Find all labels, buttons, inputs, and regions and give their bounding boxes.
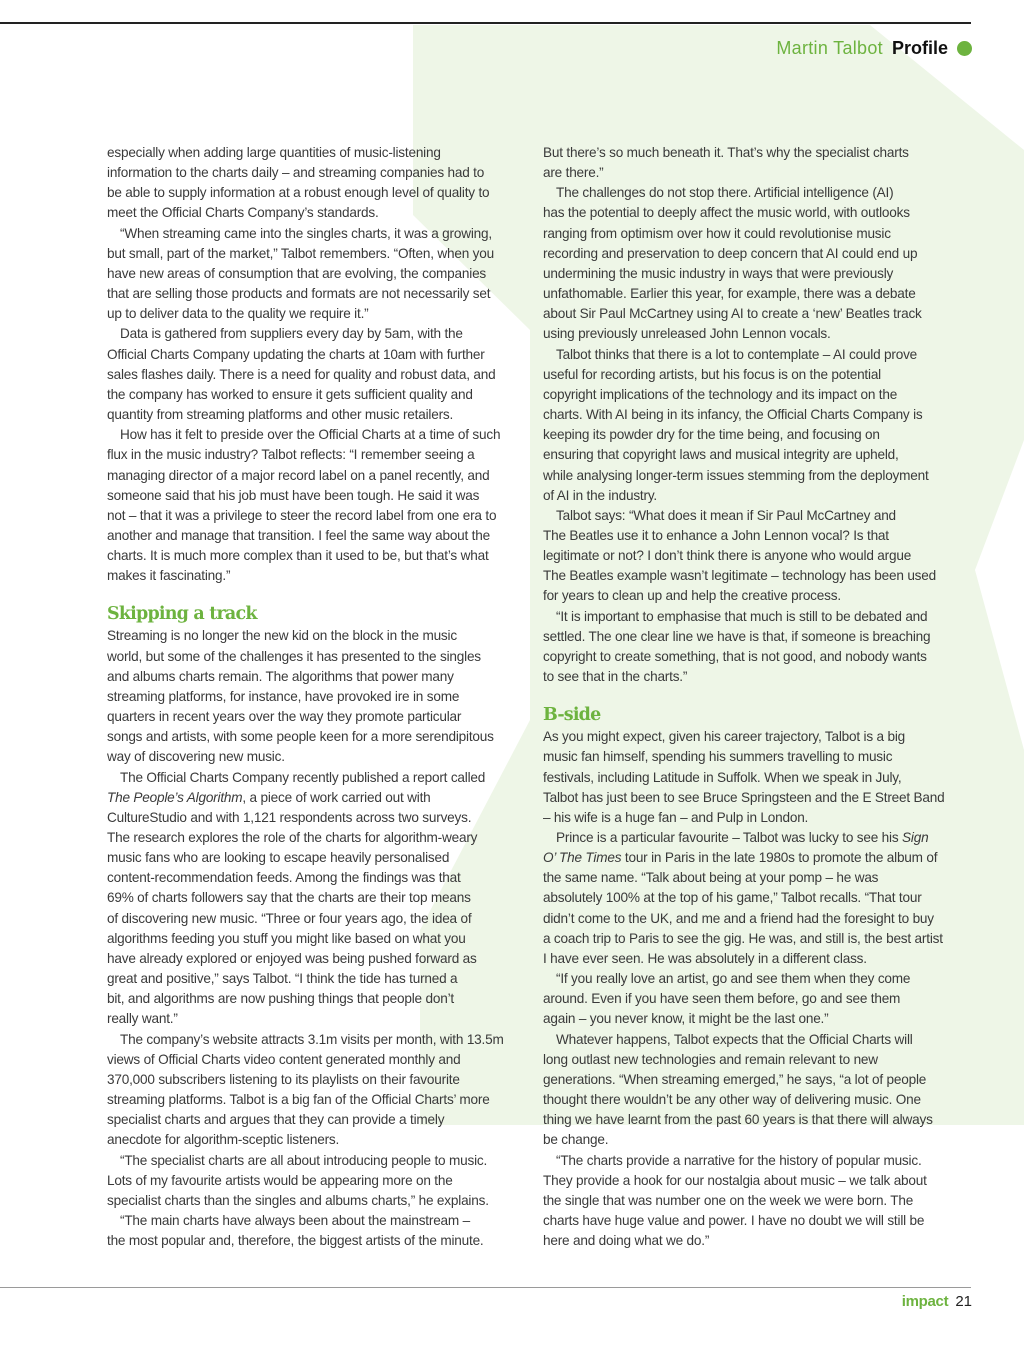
text-line: great and positive,” says Talbot. “I think the tide has turned a xyxy=(107,971,458,987)
paragraph xyxy=(543,143,963,183)
text-line: festivals, including Latitude in Suffolk. When we speak in July, xyxy=(543,769,902,785)
text-line: “It is important to emphasise that much is still to be debated and xyxy=(556,608,928,624)
text-line: didn’t come to the UK, and me and a friend had the foresight to buy xyxy=(543,910,934,926)
text-line: way of discovering new music. xyxy=(107,749,285,765)
magazine-logo: impact xyxy=(901,1293,949,1310)
paragraph xyxy=(107,768,527,1030)
text-line: really want.” xyxy=(107,1011,178,1027)
text-line: algorithms feeding you stuff you might like based on what you xyxy=(107,930,466,946)
text-line: Lots of my favourite artists would be appearing more on the xyxy=(107,1172,453,1188)
text-line: ensuring that copyright laws and musical integrity are upheld, xyxy=(543,447,899,463)
text-segment: Prince is a particular favourite – Talbot was lucky to see his xyxy=(556,830,903,845)
text-line: 69% of charts followers say that the charts are their top means xyxy=(107,890,471,906)
text-line: I have ever seen. He was absolutely in a different class. xyxy=(543,950,867,966)
text-line: up to deliver data to the quality we require it.” xyxy=(107,306,369,322)
text-line: the most popular and, therefore, the biggest artists of the minute. xyxy=(107,1233,484,1249)
paragraph xyxy=(107,1151,527,1211)
page-number: 21 xyxy=(955,1293,972,1310)
text-line: The Official Charts Company recently published a report called xyxy=(120,769,486,785)
text-line: another and manage that transition. I feel the same way about the xyxy=(107,527,490,543)
text-line: long outlast new technologies and remain relevant to new xyxy=(543,1051,878,1067)
text-line: information to the charts daily – and streaming companies had to xyxy=(107,165,485,181)
paragraph xyxy=(543,969,963,1029)
text-line: charts. It is much more complex than it used to be, but that’s what xyxy=(107,548,489,564)
paragraph xyxy=(543,1030,963,1151)
text-line: Talbot says: “What does it mean if Sir Paul McCartney and xyxy=(556,507,896,523)
text-line: ranging from optimism over how it could revolutionise music xyxy=(543,225,891,241)
text-line: managing director of a major record label on a panel recently, and xyxy=(107,467,490,483)
text-line: has the potential to deeply affect the music world, with outlooks xyxy=(543,205,910,221)
text-line: world, but some of the challenges it has presented to the singles xyxy=(107,648,481,664)
text-line: the same name. “Talk about being at your pomp – he was xyxy=(543,870,879,886)
text-line: but small, part of the market,” Talbot remembers. “Often, when you xyxy=(107,245,494,261)
text-line: again – you never know, it might be the last one.” xyxy=(543,1011,829,1027)
text-line: useful for recording artists, but his focus is on the potential xyxy=(543,366,882,382)
text-line: How has it felt to preside over the Official Charts at a time of such xyxy=(120,427,501,443)
text-line: streaming platforms. Talbot is a big fan of the Official Charts’ more xyxy=(107,1092,490,1108)
paragraph xyxy=(543,506,963,607)
text-line: streaming platforms, for instance, have provoked ire in some xyxy=(107,688,460,704)
text-line: flux in the music industry? Talbot reflects: “I remember seeing a xyxy=(107,447,475,463)
text-line: “The specialist charts are all about introducing people to music. xyxy=(120,1152,488,1168)
text-line: The research explores the role of the charts for algorithm-weary xyxy=(107,830,478,845)
page-footer xyxy=(902,1293,972,1310)
text-line: absolutely 100% at the top of his game,” Talbot recalls. “That tour xyxy=(543,890,922,906)
text-line: keeping its powder dry for the time being, and focusing on xyxy=(543,427,880,443)
text-line: “The main charts have always been about the mainstream – xyxy=(120,1212,470,1228)
paragraph xyxy=(543,727,963,828)
section-heading: B-side xyxy=(543,705,601,726)
text-line: charts have huge value and power. I have no doubt we will still be xyxy=(543,1212,925,1228)
text-line: music fans who are looking to escape heavily personalised xyxy=(107,850,450,866)
text-line: Data is gathered from suppliers every day by 5am, with the xyxy=(120,326,463,342)
paragraph xyxy=(107,224,527,325)
text-line: “If you really love an artist, go and see them when they come xyxy=(556,971,911,987)
text-line: copyright to create something, that is not good, and nobody wants xyxy=(543,648,927,664)
italic-title: The People’s Algorithm xyxy=(107,789,243,805)
text-line: thought there wouldn’t be any other way of delivering music. One xyxy=(543,1092,921,1108)
text-line: content-recommendation feeds. Among the findings was that xyxy=(107,870,461,886)
text-line: not – that it was a privilege to steer the record label from one era to xyxy=(107,507,497,523)
header-subject-name: Martin Talbot xyxy=(776,38,883,58)
text-line: are there.” xyxy=(543,165,604,181)
article-column-left xyxy=(107,143,527,1251)
text-line: thing we have learnt from the past 60 years is that there will always xyxy=(543,1112,933,1128)
text-line: someone said that his job must have been tough. He said it was xyxy=(107,487,480,503)
text-line: be change. xyxy=(543,1132,609,1148)
text-line: “The charts provide a narrative for the history of popular music. xyxy=(556,1152,922,1168)
text-line: specialist charts and argues that they can provide a timely xyxy=(107,1112,445,1128)
green-dot-icon xyxy=(957,41,972,56)
page-header xyxy=(776,38,972,59)
text-line: Talbot thinks that there is a lot to contemplate – AI could prove xyxy=(556,346,918,362)
text-line: especially when adding large quantities of music-listening xyxy=(107,145,441,160)
text-line: But there’s so much beneath it. That’s why the specialist charts xyxy=(543,145,909,160)
text-line: charts. With AI being in its infancy, the Official Charts Company is xyxy=(543,407,923,423)
article-column-right xyxy=(543,143,963,1251)
text-line xyxy=(107,788,527,808)
text-line: using previously unreleased John Lennon vocals. xyxy=(543,326,831,342)
text-line: Official Charts Company updating the charts at 10am with further xyxy=(107,346,485,362)
text-line: bit, and algorithms are now pushing things that people don’t xyxy=(107,991,454,1007)
text-line: that are selling those products and formats are not necessarily set xyxy=(107,286,491,302)
text-line: unfathomable. Earlier this year, for example, there was a debate xyxy=(543,286,916,302)
text-line: the single that was number one on the week we were born. The xyxy=(543,1192,914,1208)
text-line: have new areas of consumption that are evolving, the companies xyxy=(107,265,487,281)
section-heading: Skipping a track xyxy=(107,604,257,625)
text-line: quantity from streaming platforms and other music retailers. xyxy=(107,407,454,423)
paragraph xyxy=(107,143,527,224)
text-line: for years to clean up and help the creative process. xyxy=(543,588,841,604)
paragraph xyxy=(543,345,963,506)
text-line: The challenges do not stop there. Artificial intelligence (AI) xyxy=(556,185,894,201)
bottom-rule xyxy=(0,1287,971,1288)
text-line: – his wife is a huge fan – and Pulp in London. xyxy=(543,809,809,825)
paragraph xyxy=(107,1211,527,1251)
text-line: have already explored or enjoyed was being pushed forward as xyxy=(107,950,477,966)
text-line: of AI in the industry. xyxy=(543,487,657,503)
text-line: views of Official Charts video content generated monthly and xyxy=(107,1051,461,1067)
text-line: undermining the music industry in ways that were previously xyxy=(543,265,894,281)
text-line: “When streaming came into the singles charts, it was a growing, xyxy=(120,225,492,241)
text-line: sales flashes daily. There is a need for quality and robust data, and xyxy=(107,366,496,382)
text-line: while analysing longer-term issues stemming from the deployment xyxy=(543,467,929,483)
text-line: copyright implications of the technology and its impact on the xyxy=(543,386,898,402)
text-line: 370,000 subscribers listening to its playlists on their favourite xyxy=(107,1071,460,1087)
text-line: Whatever happens, Talbot expects that the Official Charts will xyxy=(556,1031,913,1047)
text-segment: , a piece of work carried out with xyxy=(242,789,431,805)
text-line: They provide a hook for our nostalgia about music – we talk about xyxy=(543,1172,927,1188)
text-line: a coach trip to Paris to see the gig. He was, and still is, the best artist xyxy=(543,930,943,946)
paragraph xyxy=(543,1151,963,1252)
paragraph xyxy=(543,828,963,969)
text-line xyxy=(543,848,963,868)
text-line: of discovering new music. “Three or four years ago, the idea of xyxy=(107,910,472,926)
paragraph xyxy=(107,1030,527,1151)
text-line: meet the Official Charts Company’s standards. xyxy=(107,205,379,221)
text-line: quarters in recent years over the way they promote particular xyxy=(107,709,462,725)
text-line: and albums charts remain. The algorithms that power many xyxy=(107,668,454,684)
text-line: to see that in the charts.” xyxy=(543,669,688,685)
text-line: As you might expect, given his career trajectory, Talbot is a big xyxy=(543,729,906,745)
text-line: music fan himself, spending his summers travelling to music xyxy=(543,749,893,765)
header-section-label: Profile xyxy=(891,38,948,58)
italic-title: Sign xyxy=(902,830,929,845)
paragraph xyxy=(107,626,527,767)
text-line: here and doing what we do.” xyxy=(543,1233,710,1249)
paragraph xyxy=(107,324,527,425)
text-line: makes it fascinating.” xyxy=(107,568,231,584)
paragraph xyxy=(543,607,963,688)
text-line: about Sir Paul McCartney using AI to create a ‘new’ Beatles track xyxy=(543,306,922,322)
text-line: generations. “When streaming emerged,” he says, “a lot of people xyxy=(543,1071,927,1087)
text-line: Streaming is no longer the new kid on the block in the music xyxy=(107,628,457,644)
text-line: The company’s website attracts 3.1m visits per month, with 13.5m xyxy=(120,1031,504,1047)
paragraph xyxy=(107,425,527,586)
text-line: The Beatles example wasn’t legitimate – technology has been used xyxy=(543,568,936,584)
text-line: around. Even if you have seen them before, go and see them xyxy=(543,991,901,1007)
text-line: legitimate or not? I don’t think there is anyone who would argue xyxy=(543,548,912,564)
text-line: settled. The one clear line we have is that, if someone is breaching xyxy=(543,628,931,644)
text-line: anecdote for algorithm-sceptic listeners. xyxy=(107,1132,340,1148)
top-rule xyxy=(0,22,971,24)
text-segment: tour in Paris in the late 1980s to promote the album of xyxy=(621,850,938,866)
text-line: recording and preservation to deep concern that AI could end up xyxy=(543,245,918,261)
text-line: The Beatles use it to enhance a John Lennon vocal? Is that xyxy=(543,527,889,543)
text-line: the company has worked to ensure it gets sufficient quality and xyxy=(107,386,473,402)
text-line: songs and artists, with some people keen for a more serendipitous xyxy=(107,729,494,745)
text-line xyxy=(543,828,963,848)
text-line: specialist charts than the singles and albums charts,” he explains. xyxy=(107,1192,489,1208)
text-line: Talbot has just been to see Bruce Springsteen and the E Street Band xyxy=(543,789,945,805)
paragraph xyxy=(543,183,963,344)
italic-title: O’ The Times xyxy=(543,850,622,866)
text-line: CultureStudio and with 1,121 respondents across two surveys. xyxy=(107,809,472,825)
text-line: be able to supply information at a robust enough level of quality to xyxy=(107,185,490,201)
